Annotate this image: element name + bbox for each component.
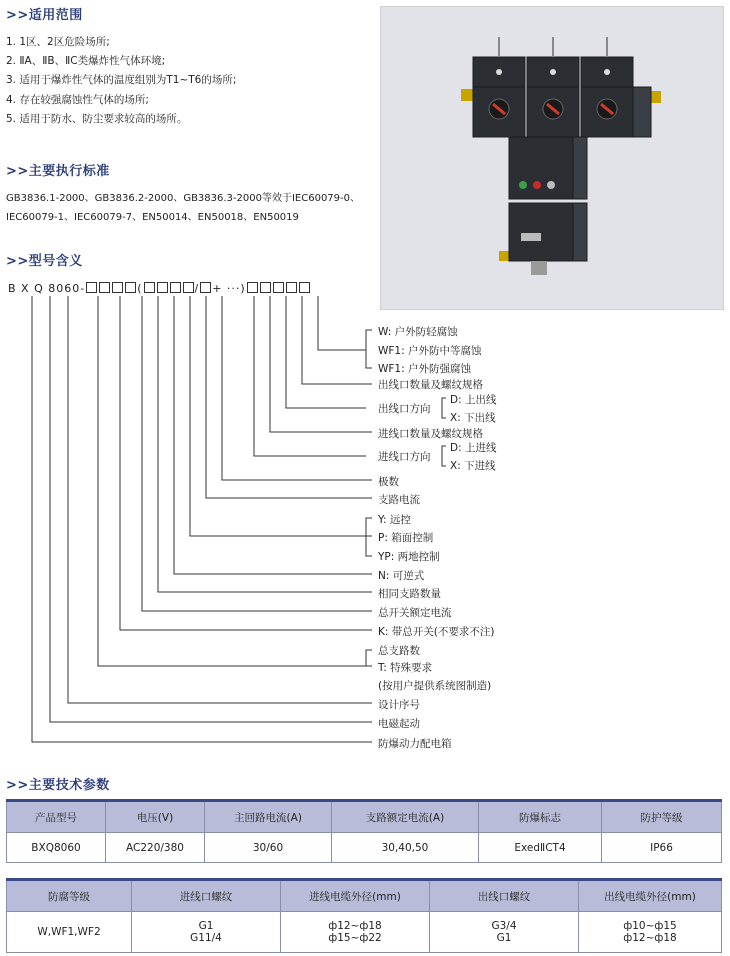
table-header-cell: 产品型号: [7, 801, 106, 833]
label-dual-control: YP: 两地控制: [378, 551, 440, 563]
table-cell: 30,40,50: [332, 833, 479, 863]
table-header-row: [7, 880, 722, 912]
label-main-switch-current: 总开关额定电流: [378, 607, 452, 619]
label-in-direction: 进线口方向: [378, 451, 431, 463]
label-branch-current: 支路电流: [378, 494, 420, 506]
scope-item-2: 2. ⅡA、ⅡB、ⅡC类爆炸性气体环境;: [6, 55, 166, 67]
standards-line-2: IEC60079-1、IEC60079-7、EN50014、EN50018、EN50019: [6, 212, 299, 223]
table-row: [7, 912, 722, 953]
model-prefix: B X Q 8060-: [8, 282, 86, 295]
label-in-down: X: 下进线: [450, 460, 496, 472]
scope-item-3: 3. 适用于爆炸性气体的温度组别为T1~T6的场所;: [6, 74, 237, 86]
table-cell: [132, 912, 281, 953]
label-poles: 极数: [378, 476, 399, 488]
model-open-paren: (: [137, 282, 143, 295]
table-header-cell: 电压(V): [106, 801, 205, 833]
label-wf1-mid: WF1: 户外防中等腐蚀: [378, 345, 482, 357]
table-cell: [579, 912, 722, 953]
table-cell: BXQ8060: [7, 833, 106, 863]
table-cell-line: G1: [496, 932, 512, 944]
table-cell: 30/60: [205, 833, 332, 863]
table-header-cell: 防腐等级: [7, 880, 132, 912]
table-row: [7, 833, 722, 863]
label-out-count: 出线口数量及螺纹规格: [378, 379, 483, 391]
label-special-note: (按用户提供系统图制造): [378, 680, 492, 692]
table-cell: [281, 912, 430, 953]
table-cell: [430, 912, 579, 953]
table-cell-line: G1: [198, 920, 214, 932]
label-design-no: 设计序号: [378, 699, 420, 711]
table-header-cell: 出线口螺纹: [430, 880, 579, 912]
label-in-count: 进线口数量及螺纹规格: [378, 428, 483, 440]
table-header-cell: 防爆标志: [479, 801, 602, 833]
table-header-cell: 主回路电流(A): [205, 801, 332, 833]
standards-line-1: GB3836.1-2000、GB3836.2-2000、GB3836.3-2000等效于IEC60079-0、: [6, 193, 361, 204]
table-cell: ExedⅡCT4: [479, 833, 602, 863]
label-special: T: 特殊要求: [378, 662, 433, 674]
label-wf1-strong: WF1: 户外防强腐蚀: [378, 363, 471, 375]
label-out-direction: 出线口方向: [378, 403, 431, 415]
label-reversible: N: 可逆式: [378, 570, 425, 582]
label-ex-box: 防爆动力配电箱: [378, 738, 452, 750]
table-cell-line: ф10~ф15: [623, 920, 677, 932]
label-magnetic-start: 电磁起动: [378, 718, 420, 730]
table-cell-line: G11/4: [190, 932, 222, 944]
tech-table-2: [6, 878, 722, 953]
label-main-switch: K: 带总开关(不要求不注): [378, 626, 495, 638]
table-cell-line: ф12~ф18: [328, 920, 382, 932]
label-same-branches: 相同支路数量: [378, 588, 441, 600]
label-panel-control: P: 箱面控制: [378, 532, 434, 544]
table-header-cell: 出线电缆外径(mm): [579, 880, 722, 912]
table-cell: IP66: [602, 833, 722, 863]
tech-title: >>主要技术参数: [6, 778, 110, 793]
scope-item-4: 4. 存在较强腐蚀性气体的场所;: [6, 94, 149, 106]
scope-item-5: 5. 适用于防水、防尘要求较高的场所。: [6, 113, 188, 125]
label-total-branches: 总支路数: [378, 645, 420, 657]
table-cell: AC220/380: [106, 833, 205, 863]
label-out-down: X: 下出线: [450, 412, 496, 424]
table-cell: W,WF1,WF2: [7, 912, 132, 953]
label-out-up: D: 上出线: [450, 394, 497, 406]
standards-title: >>主要执行标准: [6, 164, 110, 179]
table-header-cell: 防护等级: [602, 801, 722, 833]
model-slash: /: [194, 282, 200, 295]
table-cell-line: ф15~ф22: [328, 932, 382, 944]
table-cell-line: G3/4: [491, 920, 517, 932]
label-in-up: D: 上进线: [450, 442, 497, 454]
scope-title: >>适用范围: [6, 8, 83, 23]
tech-table-1: [6, 799, 722, 863]
model-plus: + ···): [212, 282, 246, 295]
label-w: W: 户外防轻腐蚀: [378, 326, 458, 338]
table-cell-line: ф12~ф18: [623, 932, 677, 944]
table-header-cell: 进线口螺纹: [132, 880, 281, 912]
table-header-cell: 支路额定电流(A): [332, 801, 479, 833]
label-remote: Y: 远控: [378, 514, 411, 526]
scope-item-1: 1. 1区、2区危险场所;: [6, 36, 110, 48]
model-title: >>型号含义: [6, 254, 83, 269]
table-header-row: [7, 801, 722, 833]
table-header-cell: 进线电缆外径(mm): [281, 880, 430, 912]
